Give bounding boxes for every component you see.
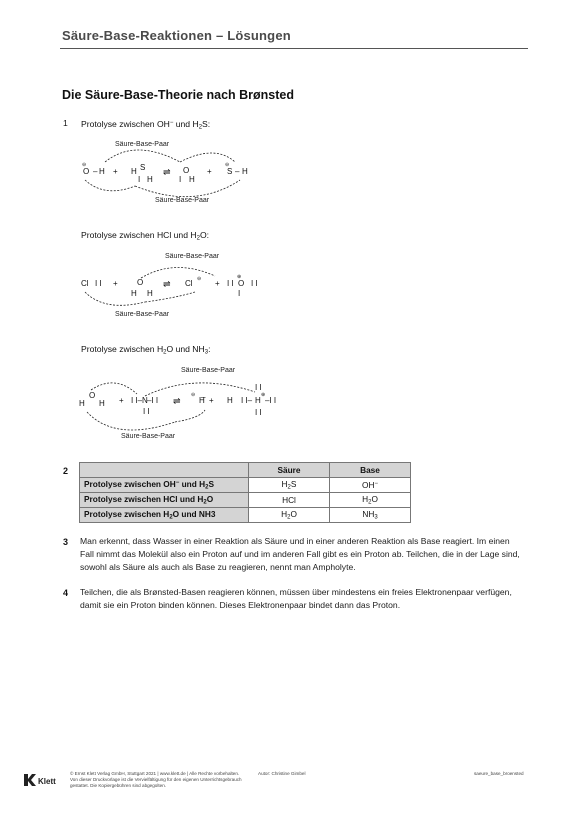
eq-atom: H bbox=[199, 396, 205, 405]
eq-atom: H bbox=[242, 167, 248, 176]
column-header-base: Base bbox=[330, 463, 411, 478]
svg-text:I: I bbox=[238, 289, 241, 298]
svg-text:I I: I I bbox=[143, 407, 150, 416]
equilibrium-arrow: ⇌ bbox=[163, 167, 171, 177]
svg-text:⊕: ⊕ bbox=[237, 274, 242, 280]
svg-text:⊕: ⊕ bbox=[261, 392, 266, 398]
klett-logo-mark bbox=[24, 774, 36, 786]
pair-label-bottom: Säure-Base-Paar bbox=[155, 197, 210, 204]
table-corner bbox=[80, 463, 249, 478]
reaction-2-title: Protolyse zwischen HCl und $H_2O$: bbox=[81, 230, 210, 242]
svg-text:_: _ bbox=[201, 389, 206, 398]
svg-text:–I I: –I I bbox=[147, 396, 159, 405]
eq-atom: I I bbox=[251, 279, 258, 288]
svg-text:I I: I I bbox=[255, 408, 262, 417]
eq-atom: O bbox=[83, 167, 90, 176]
row-label: Protolyse zwischen OH− und $H_2S$ bbox=[80, 478, 249, 493]
eq-plus: H bbox=[227, 396, 233, 405]
eq-atom: O bbox=[238, 279, 245, 288]
reaction-1-scheme bbox=[75, 134, 295, 210]
pair-label-bottom: Säure-Base-Paar bbox=[121, 433, 176, 440]
klett-logo bbox=[22, 772, 62, 788]
eq-atom: S bbox=[140, 163, 146, 172]
svg-text:⊖: ⊖ bbox=[225, 162, 230, 168]
svg-text:H: H bbox=[131, 167, 137, 176]
pair-label-top: Säure-Base-Paar bbox=[181, 367, 236, 374]
base-cell: OH− bbox=[330, 478, 411, 493]
svg-text:I: I bbox=[138, 175, 141, 184]
eq-atom: Cl bbox=[81, 279, 89, 288]
eq-plus: + bbox=[113, 167, 118, 176]
eq-plus: + bbox=[119, 396, 124, 405]
eq-atom: H bbox=[189, 175, 195, 184]
eq-atom: Cl bbox=[185, 279, 193, 288]
base-cell: $H_2O$ bbox=[330, 493, 411, 508]
table-row bbox=[80, 508, 411, 523]
eq-atom: O bbox=[183, 166, 190, 175]
pair-arc-top bbox=[105, 150, 180, 162]
acid-cell: $H_2O$ bbox=[249, 508, 330, 523]
equilibrium-arrow: ⇌ bbox=[163, 279, 171, 289]
svg-text:I I–: I I– bbox=[241, 396, 253, 405]
task-3-text: Man erkennt, dass Wasser in einer Reaktion als Säure und in einer anderen Reaktion als Base reagiert. Im einen Fall nimmt das Molekül also ein Proton auf und im anderen Fall gibt es ein Proton ab. Teilchen, die in der Lage sind, sowohl als Säure als auch als Base zu reagieren, nennt man Ampholyte. bbox=[80, 536, 520, 573]
eq-atom: H bbox=[147, 175, 153, 184]
svg-text:I I: I I bbox=[227, 279, 234, 288]
svg-text:–: – bbox=[93, 167, 98, 176]
task-1-number: 1 bbox=[63, 118, 68, 128]
equilibrium-arrow: ⇌ bbox=[173, 396, 181, 406]
footer-filename: saeure_base_broensted bbox=[474, 771, 524, 776]
svg-text:⊖: ⊖ bbox=[82, 162, 87, 168]
task-1-label: Protolyse zwischen OH− und $H_2S$: bbox=[81, 119, 211, 131]
table-header-row bbox=[80, 463, 411, 478]
row-label: Protolyse zwischen HCl und $H_2O$ bbox=[80, 493, 249, 508]
section-heading: Die Säure-Base-Theorie nach Brønsted bbox=[62, 88, 295, 102]
page-title: Säure-Base-Reaktionen – Lösungen bbox=[62, 28, 291, 43]
acid-base-table bbox=[79, 462, 411, 523]
task-4-text: Teilchen, die als Brønsted-Basen reagieren können, müssen über mindestens ein freies Elektronenpaar verfügen, damit sie ein Proton binden können. Dieses Elektronenpaar bindet dann das Proton. bbox=[80, 587, 512, 611]
eq-atom: H bbox=[99, 399, 105, 408]
task-2-number: 2 bbox=[63, 466, 69, 476]
reaction-2-scheme bbox=[75, 248, 275, 320]
footer-copyright: © Ernst Klett Verlag GmbH, Stuttgart 2021 | www.klett.de | Alle Rechte vorbehalten. Von dieser Druckvorlage ist die Vervielfältigung für den eigenen Unterrichtsgebrauch gestattet. Die Kopiergebühren sind abgegolten. bbox=[70, 771, 242, 788]
svg-text:–: – bbox=[235, 167, 240, 176]
eq-plus: + bbox=[207, 167, 212, 176]
svg-text:I I–: I I– bbox=[131, 396, 143, 405]
svg-text:⊖: ⊖ bbox=[191, 392, 196, 398]
eq-plus: + bbox=[215, 279, 220, 288]
task-4-number: 4 bbox=[63, 588, 69, 598]
row-label: Protolyse zwischen $H_2O$ und NH3 bbox=[80, 508, 249, 523]
pair-label-top: Säure-Base-Paar bbox=[115, 141, 170, 148]
eq-atom: H bbox=[255, 396, 261, 405]
eq-atom: H bbox=[99, 167, 105, 176]
acid-cell: HCl bbox=[249, 493, 330, 508]
column-header-acid: Säure bbox=[249, 463, 330, 478]
svg-text:I: I bbox=[179, 175, 182, 184]
svg-text:–I I: –I I bbox=[265, 396, 277, 405]
task-3-number: 3 bbox=[63, 537, 69, 547]
svg-text:⊖: ⊖ bbox=[197, 276, 202, 282]
table-row bbox=[80, 493, 411, 508]
footer-author: Autor: Christine Gimbel bbox=[258, 771, 306, 776]
svg-text:I I: I I bbox=[255, 383, 262, 392]
eq-atom: O bbox=[89, 391, 96, 400]
eq-atom: H bbox=[131, 289, 137, 298]
pair-label-bottom: Säure-Base-Paar bbox=[115, 311, 170, 318]
eq-atom: H bbox=[79, 399, 85, 408]
acid-cell: $H_2S$ bbox=[249, 478, 330, 493]
eq-atom: S bbox=[227, 167, 233, 176]
reaction-3-scheme bbox=[75, 362, 295, 444]
eq-atom: O bbox=[137, 278, 144, 287]
header-rule bbox=[60, 48, 528, 49]
base-cell: $NH_3$ bbox=[330, 508, 411, 523]
eq-atom: H bbox=[147, 289, 153, 298]
pair-label-top: Säure-Base-Paar bbox=[165, 253, 220, 260]
eq-atom: + bbox=[209, 396, 214, 405]
table-row bbox=[80, 478, 411, 493]
logo-text: Klett bbox=[38, 777, 56, 786]
eq-plus: + bbox=[113, 279, 118, 288]
eq-atom: I I bbox=[95, 279, 102, 288]
reaction-3-title: Protolyse zwischen $H_2O$ und $NH_3$: bbox=[81, 344, 211, 356]
pair-arc-top-2 bbox=[180, 153, 235, 162]
eq-atom: N bbox=[142, 396, 148, 405]
